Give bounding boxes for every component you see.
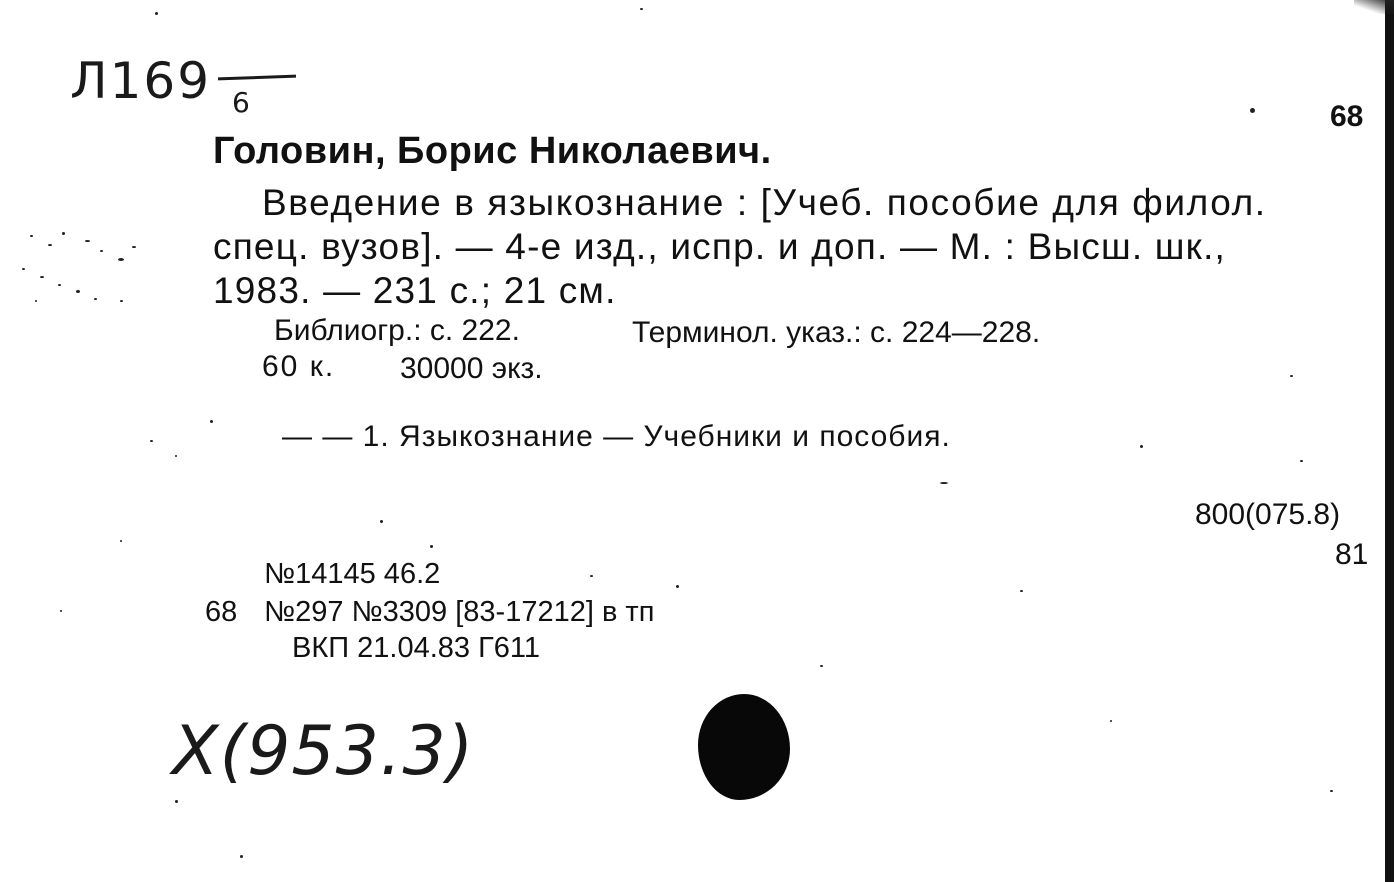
description-line-3: 1983. — 231 с.; 21 см. (213, 270, 617, 311)
call-number-top: Л169 (70, 52, 212, 110)
author-heading: Головин, Борис Николаевич. (213, 130, 772, 172)
call-number-divider (218, 75, 296, 81)
printer-line-3: ВКП 21.04.83 Г611 (292, 632, 541, 664)
call-number-bottom: 6 (232, 86, 250, 119)
card-corner-shadow (1354, 0, 1394, 14)
card-edge-shadow (1385, 0, 1394, 882)
bibliography-note: Библиогр.: с. 222. (274, 314, 520, 347)
description-line-2: спец. вузов]. — 4-е изд., испр. и доп. — М. : Высш. шк., (213, 226, 1227, 267)
udc-index: 800(075.8) (1195, 498, 1341, 531)
printer-line-1: №14145 46.2 (264, 558, 441, 590)
card-number: 68 (1330, 100, 1364, 133)
handwritten-shelf-mark: Х(953.3) (172, 712, 475, 791)
printer-line-2-prefix: 68 (205, 596, 238, 628)
printer-line-2: №297 №3309 [83-17212] в тп (264, 596, 655, 628)
bbk-index: 81 (1335, 538, 1369, 571)
index-note: Терминол. указ.: с. 224—228. (632, 316, 1041, 349)
print-run: 30000 экз. (400, 352, 543, 385)
subject-heading: — — 1. Языкознание — Учебники и пособия. (282, 420, 951, 453)
price: 60 к. (262, 350, 336, 383)
description-line-1: Введение в языкознание : [Учеб. пособие для филол. (262, 182, 1267, 223)
punched-hole (698, 694, 790, 800)
